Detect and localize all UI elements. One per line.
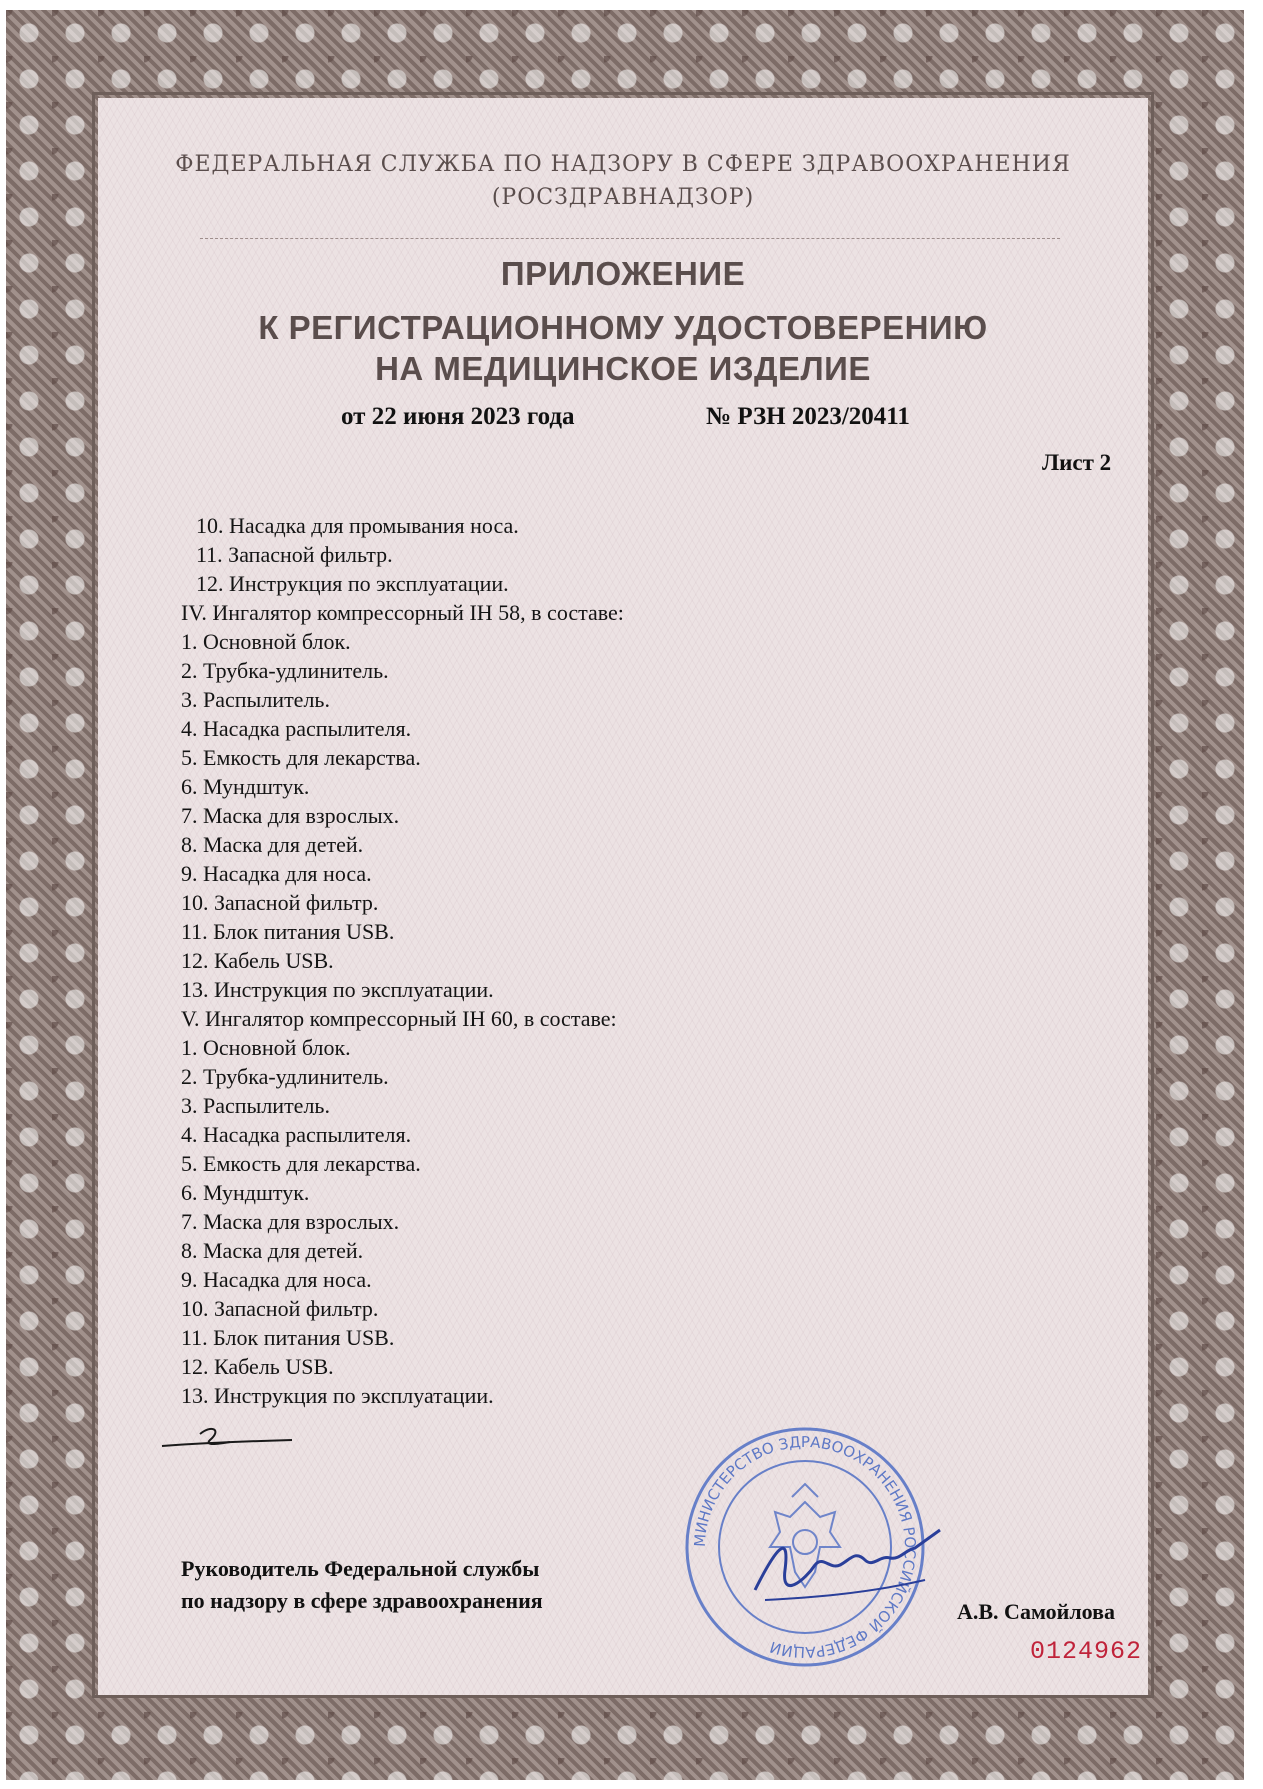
list-item: 4. Насадка распылителя. [181, 1122, 412, 1147]
list-item: 5. Емкость для лекарства. [181, 745, 421, 770]
list-item: V. Ингалятор компрессорный IH 60, в составе: [181, 1006, 617, 1031]
list-item: 13. Инструкция по эксплуатации. [181, 1383, 494, 1408]
list-item: 5. Емкость для лекарства. [181, 1151, 421, 1176]
list-item: 8. Маска для детей. [181, 832, 364, 857]
list-item: 9. Насадка для носа. [181, 861, 372, 886]
doc-title-line3: НА МЕДИЦИНСКОЕ ИЗДЕЛИЕ [375, 350, 871, 387]
signatory-position-line1: Руководитель Федеральной службы [181, 1556, 540, 1581]
list-item: 1. Основной блок. [181, 629, 351, 654]
agency-abbreviation: (РОСЗДРАВНАДЗОР) [491, 185, 755, 210]
list-item: 2. Трубка-удлинитель. [181, 658, 389, 683]
list-item: 6. Мундштук. [181, 1180, 310, 1205]
list-item: 4. Насадка распылителя. [181, 716, 412, 741]
list-item: 10. Насадка для промывания носа. [196, 513, 519, 538]
list-item: 6. Мундштук. [181, 774, 310, 799]
list-item: 9. Насадка для носа. [181, 1267, 372, 1292]
registration-number: № РЗН 2023/20411 [706, 403, 910, 430]
list-item: 3. Распылитель. [181, 1093, 330, 1118]
serial-number: 0124962 [1030, 1637, 1143, 1666]
list-item: IV. Ингалятор компрессорный IH 58, в составе: [181, 600, 624, 625]
list-item: 10. Запасной фильтр. [181, 890, 379, 915]
agency-name: ФЕДЕРАЛЬНАЯ СЛУЖБА ПО НАДЗОРУ В СФЕРЕ ЗДРАВООХРАНЕНИЯ [175, 152, 1071, 177]
handwritten-signature [745, 1510, 945, 1620]
initials-scribble [160, 1422, 300, 1456]
signatory-position-line2: по надзору в сфере здравоохранения [181, 1588, 543, 1613]
list-item: 7. Маска для взрослых. [181, 803, 400, 828]
sheet-number: Лист 2 [1042, 450, 1112, 475]
doc-title-line1: ПРИЛОЖЕНИЕ [500, 255, 746, 292]
components-list [181, 511, 624, 1410]
signatory-name: А.В. Самойлова [957, 1599, 1115, 1624]
issue-date: от 22 июня 2023 года [341, 403, 575, 430]
list-item: 12. Инструкция по эксплуатации. [196, 571, 509, 596]
list-item: 1. Основной блок. [181, 1035, 351, 1060]
list-item: 7. Маска для взрослых. [181, 1209, 400, 1234]
header-divider [200, 238, 1060, 239]
list-item: 12. Кабель USB. [181, 948, 334, 973]
list-item: 12. Кабель USB. [181, 1354, 334, 1379]
list-item: 3. Распылитель. [181, 687, 330, 712]
list-item: 2. Трубка-удлинитель. [181, 1064, 389, 1089]
list-item: 11. Запасной фильтр. [196, 542, 393, 567]
list-item: 11. Блок питания USB. [181, 919, 395, 944]
list-item: 11. Блок питания USB. [181, 1325, 395, 1350]
list-item: 8. Маска для детей. [181, 1238, 364, 1263]
list-item: 13. Инструкция по эксплуатации. [181, 977, 494, 1002]
seal-text: МИНИСТЕРСТВО ЗДРАВООХРАНЕНИЯ РОССИЙСКОЙ ФЕДЕРАЦИИ [690, 1432, 920, 1662]
list-item: 10. Запасной фильтр. [181, 1296, 379, 1321]
doc-title-line2: К РЕГИСТРАЦИОННОМУ УДОСТОВЕРЕНИЮ [258, 309, 988, 346]
